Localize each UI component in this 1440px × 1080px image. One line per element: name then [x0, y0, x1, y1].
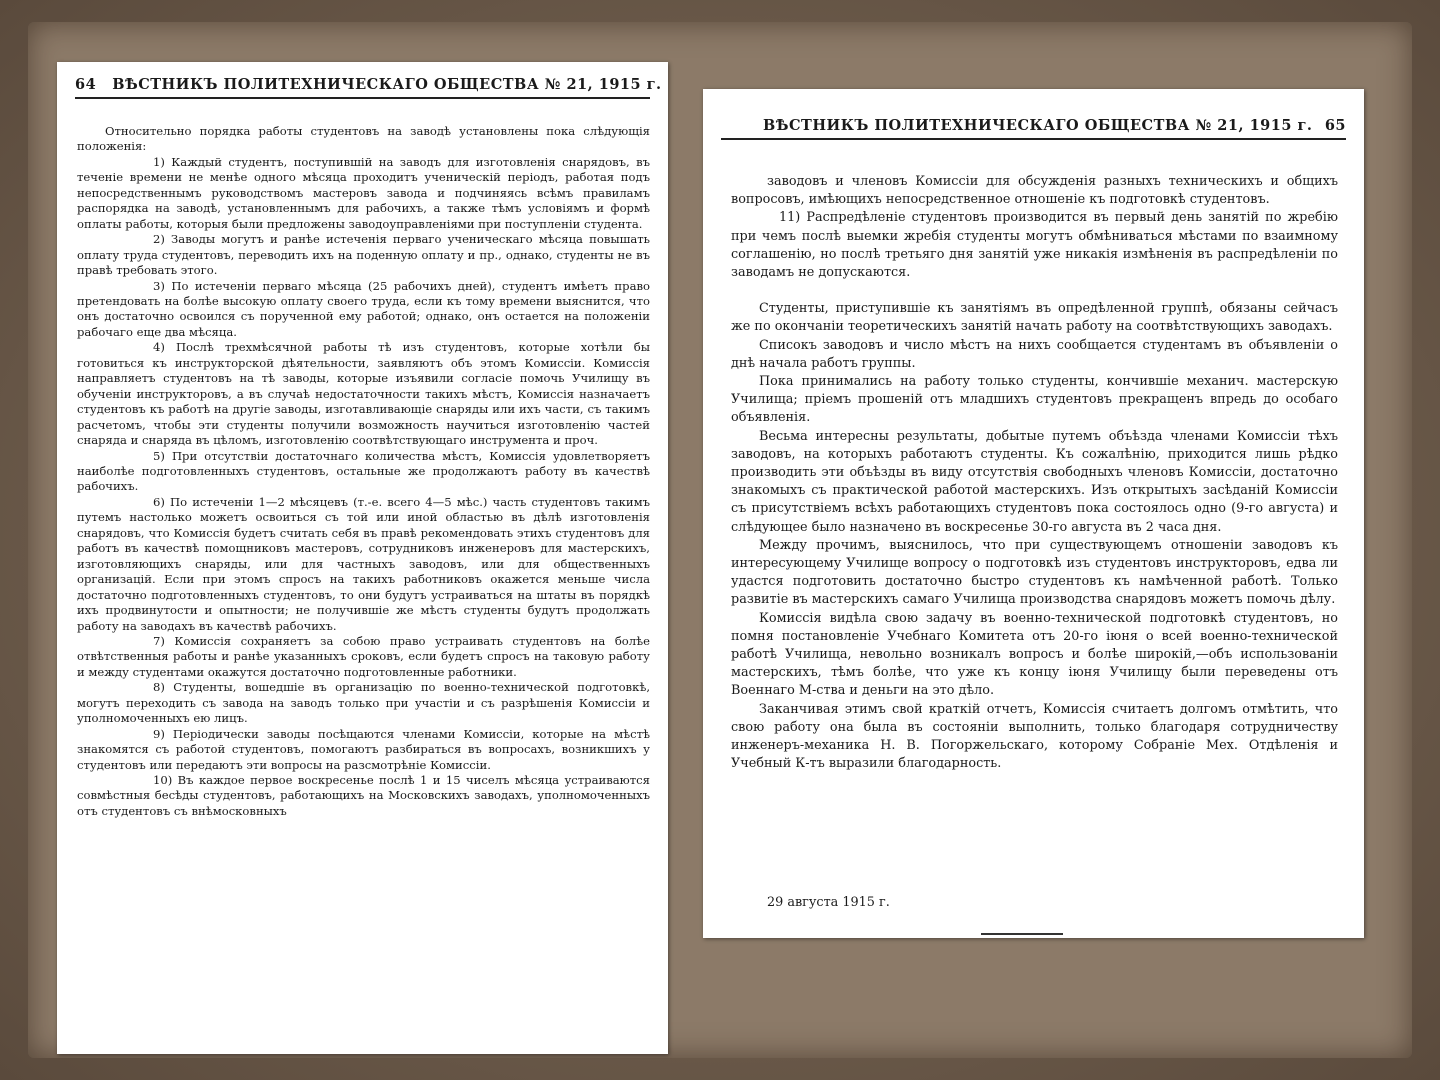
- paragraph: 3) По истеченіи перваго мѣсяца (25 рабочихъ дней), студентъ имѣетъ право претендовать на болѣе высокую оплату своего труда, если къ тому времени выяснится, что онъ достаточно освоился съ порученной ему работой; однако, онъ остается на положеніи рабочаго еще два мѣсяца.: [77, 278, 650, 339]
- paragraph: 11) Распредѣленіе студентовъ производится въ первый день занятій по жребію при чемъ послѣ выемки жребія студенты могутъ обмѣниваться мѣстами по взаимному соглашенію, но послѣ третьяго дня занятій уже никакія измѣненія въ распредѣленіи по заводамъ не допускаются.: [731, 210, 1338, 281]
- left-page-scan: [57, 62, 668, 1054]
- left-page-header: [75, 76, 662, 99]
- paragraph: 9) Періодически заводы посѣщаются членами Комиссіи, которые на мѣстѣ знакомятся съ работой студентовъ, помогаютъ разбираться въ вопросахъ, возникшихъ у студентовъ или передаютъ эти вопросы на разсмотрѣніе Комиссіи.: [77, 726, 650, 772]
- closing-rule: [981, 933, 1063, 935]
- left-page-body: [77, 124, 650, 819]
- paragraph: Весьма интересны результаты, добытые путемъ объѣзда членами Комиссіи тѣхъ заводовъ, на которыхъ работаютъ студенты. Къ сожалѣнію, приходится лишь рѣдко производить эти объѣзды въ виду отсутствія свободныхъ членовъ Комиссіи, достаточно знакомыхъ съ практической работой мастерскихъ. Изъ открытыхъ засѣданій Комиссіи съ присутствіемъ всѣхъ работающихъ студентовъ пока состоялось одно (9-го августа) и слѣдующее было назначено въ воскресенье 30-го августа въ 2 часа дня.: [731, 428, 1338, 535]
- right-page-body: [731, 173, 1338, 774]
- paragraph: Комиссія видѣла свою задачу въ военно-технической подготовкѣ студентовъ, но помня постановленіе Учебнаго Комитета отъ 20-го іюня о всей военно-технической работѣ Училища, невольно возникалъ вопросъ и болѣе широкій,—объ использованіи мастерскихъ, тѣмъ болѣе, что уже къ концу іюня Училищу были переведены отъ Военнаго М-ства и деньги на это дѣло.: [731, 610, 1338, 699]
- paragraph: Заканчивая этимъ свой краткій отчетъ, Комиссія считаетъ долгомъ отмѣтить, что свою работу она была въ состояніи выполнить, только благодаря сотрудничеству инженеръ-механика Н. В. Погоржельскаго, которому Собраніе Мех. Отдѣленія и Учебный К-тъ выразили благодарность.: [731, 701, 1338, 772]
- paragraph: заводовъ и членовъ Комиссіи для обсужденія разныхъ техническихъ и общихъ вопросовъ, имѣющихъ непосредственное отношеніе къ подготовкѣ студентовъ.: [731, 174, 1338, 208]
- paragraph: Списокъ заводовъ и число мѣстъ на нихъ сообщается студентамъ въ объявленіи о днѣ начала работъ группы.: [731, 337, 1338, 371]
- right-page-number: 65: [1324, 117, 1346, 134]
- paragraph: 5) При отсутствіи достаточнаго количества мѣстъ, Комиссія удовлетворяетъ наиболѣе подготовленныхъ студентовъ, остальные же продолжаютъ работу въ качествѣ рабочихъ.: [77, 448, 650, 494]
- paragraph: Между прочимъ, выяснилось, что при существующемъ отношеніи заводовъ къ интересующему Училище вопросу о подготовкѣ изъ студентовъ инструкторовъ, едва ли удастся подготовить достаточно быстро студентовъ къ намѣченной работѣ. Только развитіе въ мастерскихъ самаго Училища производства снарядовъ можетъ помочь дѣлу.: [731, 537, 1338, 608]
- paragraph: 2) Заводы могутъ и ранѣе истеченія перваго ученическаго мѣсяца повышать оплату труда студентовъ, переводить ихъ на поденную оплату и пр., однако, студенты не въ правѣ требовать этого.: [77, 232, 650, 278]
- paragraph: Пока принимались на работу только студенты, кончившіе механич. мастерскую Училища; пріемъ прошеній отъ младшихъ студентовъ прекращенъ впредь до особаго объявленія.: [731, 374, 1338, 426]
- right-page-running-title: ВѢСТНИКЪ ПОЛИТЕХНИЧЕСКАГО ОБЩЕСТВА № 21, 1915 г.: [763, 117, 1313, 134]
- paragraph: 1) Каждый студентъ, поступившій на заводъ для изготовленія снарядовъ, въ теченіе времени не менѣе одного мѣсяца проходитъ ученическій періодъ, работая подъ непосредственнымъ руководствомъ мастеровъ завода и подчиняясь всѣмъ правиламъ распорядка на заводѣ, установленнымъ для рабочихъ, а также тѣмъ условіямъ и формѣ оплаты работы, которыя были предложены заводоуправленіями при поступленіи студента.: [77, 154, 650, 231]
- paragraph: 6) По истеченіи 1—2 мѣсяцевъ (т.-е. всего 4—5 мѣс.) часть студентовъ такимъ путемъ настолько можетъ освоиться съ той или иной областью въ дѣлѣ изготовленія снарядовъ, что Комиссія будетъ считать себя въ правѣ рекомендовать этихъ студентовъ для работъ въ качествѣ помощниковъ мастеровъ, сотрудниковъ инженеровъ для мастерскихъ, изготовляющихъ снаряды, или для частныхъ заводовъ, или для общественныхъ организацій. Если при этомъ спросъ на такихъ работниковъ окажется меньше числа достаточно подготовленныхъ студентовъ, то они будутъ устраиваться на штаты въ порядкѣ ихъ продвинутости и опытности; не получившіе же мѣстъ студенты будутъ продолжать работу на заводахъ въ качествѣ рабочихъ.: [77, 494, 650, 633]
- paragraph: 7) Комиссія сохраняетъ за собою право устраивать студентовъ на болѣе отвѣтственныя работы и ранѣе указанныхъ сроковъ, если будетъ спросъ на таковую работу и между студентами окажутся достаточно подготовленные работники.: [77, 633, 650, 679]
- signature-date: 29 августа 1915 г.: [767, 895, 890, 910]
- paragraph: 8) Студенты, вошедшіе въ организацію по военно-технической подготовкѣ, могутъ переходить съ завода на заводъ только при участіи и съ разрѣшенія Комиссіи и уполномоченныхъ ею лицъ.: [77, 680, 650, 726]
- right-page-scan: [703, 89, 1364, 938]
- paragraph: Относительно порядка работы студентовъ на заводѣ установлены пока слѣдующія положенія:: [77, 124, 650, 154]
- paragraph: 4) Послѣ трехмѣсячной работы тѣ изъ студентовъ, которые хотѣли бы готовиться къ инструкторской дѣятельности, заявляютъ объ этомъ Комиссіи. Комиссія направляетъ студентовъ на тѣ заводы, которые изъявили согласіе помочь Училищу въ обученіи инструкторовъ, а въ случаѣ недостаточности такихъ мѣстъ, Комиссія назначаетъ студентовъ къ работѣ на другіе заводы, изготавливающіе снаряды или ихъ части, съ такимъ расчетомъ, чтобы эти студенты получили возможность научиться изготовленію частей снаряда и снаряда въ цѣломъ, изготовленію соотвѣтствующаго инструмента и проч.: [77, 340, 650, 448]
- paragraph: Студенты, приступившіе къ занятіямъ въ опредѣленной группѣ, обязаны сейчасъ же по окончаніи теоретическихъ занятій начать работу на соотвѣтствующихъ заводахъ.: [731, 301, 1338, 335]
- right-page-header: [721, 117, 1346, 140]
- left-page-running-title: ВѢСТНИКЪ ПОЛИТЕХНИЧЕСКАГО ОБЩЕСТВА № 21, 1915 г.: [112, 76, 662, 93]
- left-page-number: 64: [75, 76, 97, 93]
- paragraph: 10) Въ каждое первое воскресенье послѣ 1 и 15 чиселъ мѣсяца устраиваются совмѣстныя бесѣды студентовъ, работающихъ на Московскихъ заводахъ, уполномоченныхъ отъ студентовъ съ внѣмосковныхъ: [77, 773, 650, 818]
